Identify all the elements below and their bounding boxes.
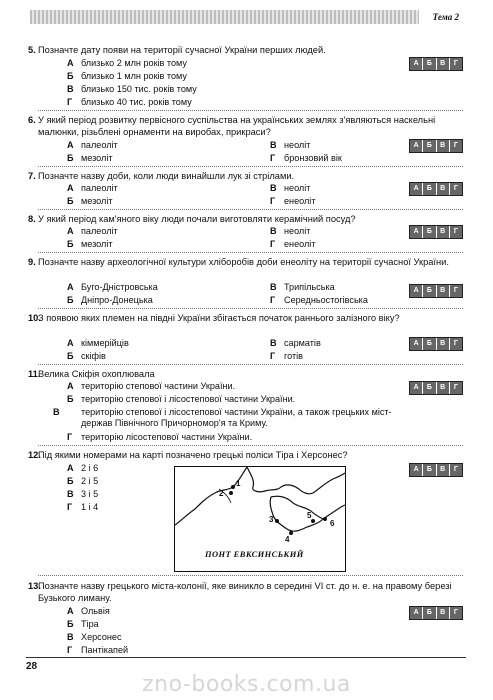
question-number: 9. [28, 257, 36, 267]
option-d[interactable]: Г бронзовий вік [270, 153, 342, 163]
option-b[interactable]: Б скіфів [67, 351, 106, 361]
question-11 [28, 368, 458, 380]
option-a[interactable]: А Буго-Дністровська [67, 282, 158, 292]
option-b[interactable]: Б 2 і 5 [67, 476, 99, 486]
option-c[interactable]: В неоліт [270, 226, 311, 236]
question-text: У який період розвитку первісного суспільства на українських землях з'являються наскельні малюнки, різьблені орнаменти на виробах, прикраси? [38, 115, 436, 137]
topic-label: Тема 2 [419, 10, 463, 24]
answer-grid[interactable]: А Б В Г [409, 139, 463, 153]
option-b[interactable]: Б мезоліт [67, 239, 113, 249]
question-text: Позначте дату появи на території сучасної України перших людей. [38, 45, 326, 55]
divider [38, 575, 463, 576]
option-b[interactable]: Б територію степової і лісостепової частини України. [67, 394, 296, 404]
question-text: Позначте назву грецького міста-колонії, яке виникло в середині VI ст. до н. е. на правому березі Бузького лиману. [38, 581, 452, 603]
question-number: 12. [28, 450, 41, 460]
option-c[interactable]: В Херсонес [67, 632, 122, 642]
city-dot-6 [323, 517, 327, 521]
option-d[interactable]: Г енеоліт [270, 239, 316, 249]
option-d[interactable]: Г енеоліт [270, 196, 316, 206]
option-d[interactable]: Г Середньостогівська [270, 295, 368, 305]
question-10 [28, 312, 458, 324]
question-9 [28, 256, 458, 268]
divider [38, 252, 463, 253]
option-c[interactable]: В сарматів [270, 338, 321, 348]
city-dot-5 [311, 519, 315, 523]
question-number: 8. [28, 214, 36, 224]
option-c[interactable]: В 3 і 5 [67, 489, 99, 499]
divider [38, 445, 463, 446]
city-dot-2 [229, 491, 233, 495]
option-d[interactable]: Г Пантікапей [67, 645, 129, 655]
divider [38, 209, 463, 210]
divider [38, 166, 463, 167]
answer-grid[interactable]: А Б В Г [409, 381, 463, 395]
answer-grid[interactable]: А Б В Г [409, 182, 463, 196]
option-c[interactable]: В територію степової і лісостепової частини України, а також грецьких міст-держав Північного Причорномор'я та Криму. [53, 407, 392, 428]
option-d[interactable]: Г готів [270, 351, 303, 361]
answer-grid[interactable]: А Б В Г [409, 284, 463, 298]
option-a[interactable]: А кіммерійців [67, 338, 129, 348]
black-sea-map [174, 466, 346, 572]
answer-grid[interactable]: А Б В Г [409, 463, 463, 477]
question-number: 6. [28, 115, 36, 125]
question-12 [28, 449, 458, 461]
question-text: У який період кам'яного віку люди почали виготовляти керамічний посуд? [38, 214, 356, 224]
divider [38, 110, 463, 111]
question-text: Під якими номерами на карті позначено грецькі поліси Тіра і Херсонес? [38, 450, 348, 460]
map-marker-3: 3 [269, 515, 274, 524]
divider [38, 364, 463, 365]
option-a[interactable]: А Ольвія [67, 606, 110, 616]
question-5 [28, 44, 458, 56]
option-a[interactable]: А територію степової частини України. [67, 381, 236, 391]
answer-grid[interactable]: А Б В Г [409, 606, 463, 620]
option-d[interactable]: Г 1 і 4 [67, 502, 99, 512]
map-marker-6: 6 [330, 519, 335, 528]
option-b[interactable]: Б близько 1 млн років тому [67, 71, 187, 81]
divider [38, 308, 463, 309]
question-number: 7. [28, 171, 36, 181]
question-8 [28, 213, 458, 225]
question-number: 5. [28, 45, 36, 55]
option-c[interactable]: В неоліт [270, 183, 311, 193]
question-number: 10. [28, 313, 41, 323]
question-6 [28, 114, 458, 138]
option-c[interactable]: В неоліт [270, 140, 311, 150]
question-7 [28, 170, 458, 182]
question-text: З появою яких племен на півдні України збігається початок раннього залізного віку? [38, 313, 400, 323]
question-number: 13. [28, 581, 41, 591]
option-b[interactable]: Б Дніпро-Донецька [67, 295, 153, 305]
option-c[interactable]: В близько 150 тис. років тому [67, 84, 197, 94]
answer-grid[interactable]: А Б В Г [409, 225, 463, 239]
option-d[interactable]: Г територію лісостепової частини України. [67, 432, 253, 442]
option-b[interactable]: Б мезоліт [67, 153, 113, 163]
sea-label: ПОНТ ЕВКСИНСЬКИЙ [205, 549, 304, 559]
option-a[interactable]: А палеоліт [67, 183, 118, 193]
option-a[interactable]: А близько 2 млн років тому [67, 58, 187, 68]
option-a[interactable]: А палеоліт [67, 226, 118, 236]
question-13 [28, 580, 458, 604]
page-number: 28 [26, 661, 38, 672]
map-marker-4: 4 [285, 535, 290, 544]
option-b[interactable]: Б мезоліт [67, 196, 113, 206]
option-a[interactable]: А 2 і 6 [67, 463, 99, 473]
question-text: Позначте назву доби, коли люди винайшли лук зі стрілами. [38, 171, 295, 181]
map-marker-2: 2 [219, 489, 224, 498]
city-dot-4 [289, 531, 293, 535]
answer-grid[interactable]: А Б В Г [409, 337, 463, 351]
city-dot-3 [275, 519, 279, 523]
question-text: Велика Скіфія охоплювала [38, 369, 155, 379]
footer-rule [26, 657, 466, 658]
watermark: zno-books.com.ua [142, 672, 351, 697]
option-c[interactable]: В Трипільська [270, 282, 335, 292]
option-d[interactable]: Г близько 40 тис. років тому [67, 97, 192, 107]
header-bar [30, 10, 463, 24]
city-dot-1 [231, 485, 235, 489]
question-text: Позначте назву археологічної культури хліборобів доби енеоліту на території сучасної України. [38, 257, 449, 267]
map-marker-5: 5 [307, 511, 312, 520]
option-b[interactable]: Б Тіра [67, 619, 99, 629]
answer-grid[interactable]: А Б В Г [409, 57, 463, 71]
question-number: 11. [28, 369, 41, 379]
map-marker-1: 1 [236, 479, 241, 488]
option-a[interactable]: А палеоліт [67, 140, 118, 150]
